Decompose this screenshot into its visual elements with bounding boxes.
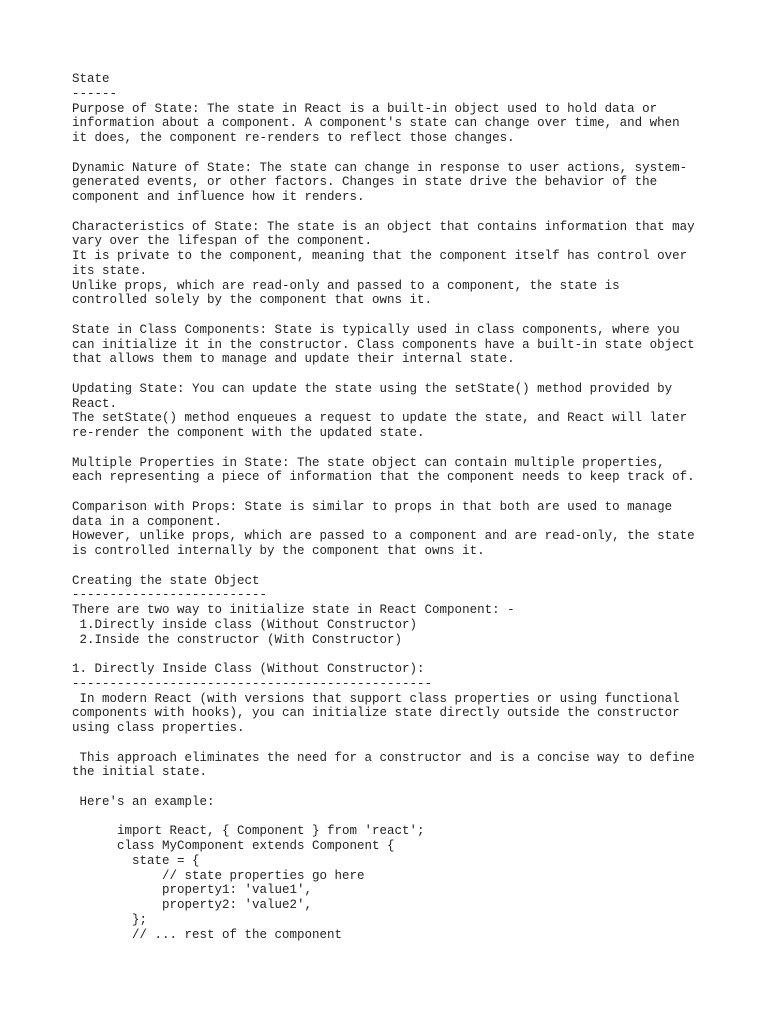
text-line: vary over the lifespan of the component.	[72, 234, 373, 249]
text-line: State	[72, 72, 110, 86]
text-line: Multiple Properties in State: The state object can contain multiple properties,	[72, 455, 665, 470]
text-line: each representing a piece of information that the component needs to keep track of.	[72, 470, 695, 485]
text-line: class MyComponent extends Component {	[72, 839, 395, 853]
text-line: component and influence how it renders.	[72, 190, 365, 204]
text-line: generated events, or other factors. Changes in state drive the behavior of the	[72, 175, 658, 190]
text-line: data in a component.	[72, 514, 223, 529]
blank-line	[72, 647, 712, 662]
text-line: can initialize it in the constructor. Class components have a built-in state object	[72, 337, 695, 352]
text-line: is controlled internally by the component that owns it.	[72, 544, 485, 558]
text-line: Purpose of State: The state in React is a built-in object used to hold data or	[72, 101, 658, 116]
text-line: Unlike props, which are read-only and passed to a component, the state is	[72, 278, 620, 293]
text-line: However, unlike props, which are passed to a component and are read-only, the state	[72, 529, 695, 544]
text-line: property2: 'value2',	[72, 898, 313, 912]
blank-line	[72, 810, 712, 825]
text-line: using class properties.	[72, 721, 245, 735]
text-line: Comparison with Props: State is similar to props in that both are used to manage	[72, 499, 673, 514]
text-line: 1.Directly inside class (Without Constructor)	[72, 617, 418, 632]
text-line: the initial state.	[72, 765, 208, 780]
text-line: its state.	[72, 263, 148, 278]
text-line: ------------------------------------------------	[72, 676, 433, 691]
text-line: Here's an example:	[72, 794, 215, 809]
blank-line	[72, 485, 712, 500]
text-line: ------	[72, 86, 118, 101]
text-line: Creating the state Object	[72, 573, 260, 588]
blank-line	[72, 559, 712, 574]
text-line: it does, the component re-renders to reflect those changes.	[72, 131, 515, 145]
text-line: --------------------------	[72, 588, 268, 603]
text-line: state = {	[72, 853, 200, 868]
text-line: // ... rest of the component	[72, 927, 343, 942]
text-line: // state properties go here	[72, 868, 365, 883]
text-line: The setState() method enqueues a request to update the state, and React will later	[72, 411, 688, 426]
text-line: Dynamic Nature of State: The state can change in response to user actions, system-	[72, 160, 688, 175]
blank-line	[72, 146, 712, 161]
text-line: It is private to the component, meaning that the component itself has control over	[72, 249, 688, 263]
text-line: controlled solely by the component that owns it.	[72, 293, 433, 308]
blank-line	[72, 205, 712, 220]
text-line: that allows them to manage and update their internal state.	[72, 352, 515, 367]
text-line: };	[72, 912, 148, 927]
blank-line	[72, 780, 712, 795]
document-page	[72, 72, 712, 942]
blank-line	[72, 367, 712, 382]
text-line: 1. Directly Inside Class (Without Constructor):	[72, 662, 425, 676]
blank-line	[72, 308, 712, 323]
blank-line	[72, 736, 712, 751]
text-line: components with hooks), you can initialize state directly outside the constructor	[72, 706, 680, 721]
text-line: State in Class Components: State is typically used in class components, where you	[72, 322, 680, 337]
text-line: In modern React (with versions that support class properties or using functional	[72, 691, 680, 706]
text-line: information about a component. A component's state can change over time, and when	[72, 116, 680, 131]
text-line: There are two way to initialize state in React Component: -	[72, 603, 515, 617]
text-line: React.	[72, 396, 118, 411]
text-line: import React, { Component } from 'react';	[72, 824, 425, 839]
text-line: 2.Inside the constructor (With Constructor)	[72, 632, 403, 647]
text-line: This approach eliminates the need for a constructor and is a concise way to define	[72, 750, 695, 765]
text-line: re-render the component with the updated state.	[72, 426, 425, 440]
text-line: property1: 'value1',	[72, 883, 313, 898]
document-text	[72, 72, 712, 942]
text-line: Updating State: You can update the state using the setState() method provided by	[72, 381, 673, 396]
blank-line	[72, 441, 712, 456]
text-line: Characteristics of State: The state is an object that contains information that may	[72, 219, 695, 234]
